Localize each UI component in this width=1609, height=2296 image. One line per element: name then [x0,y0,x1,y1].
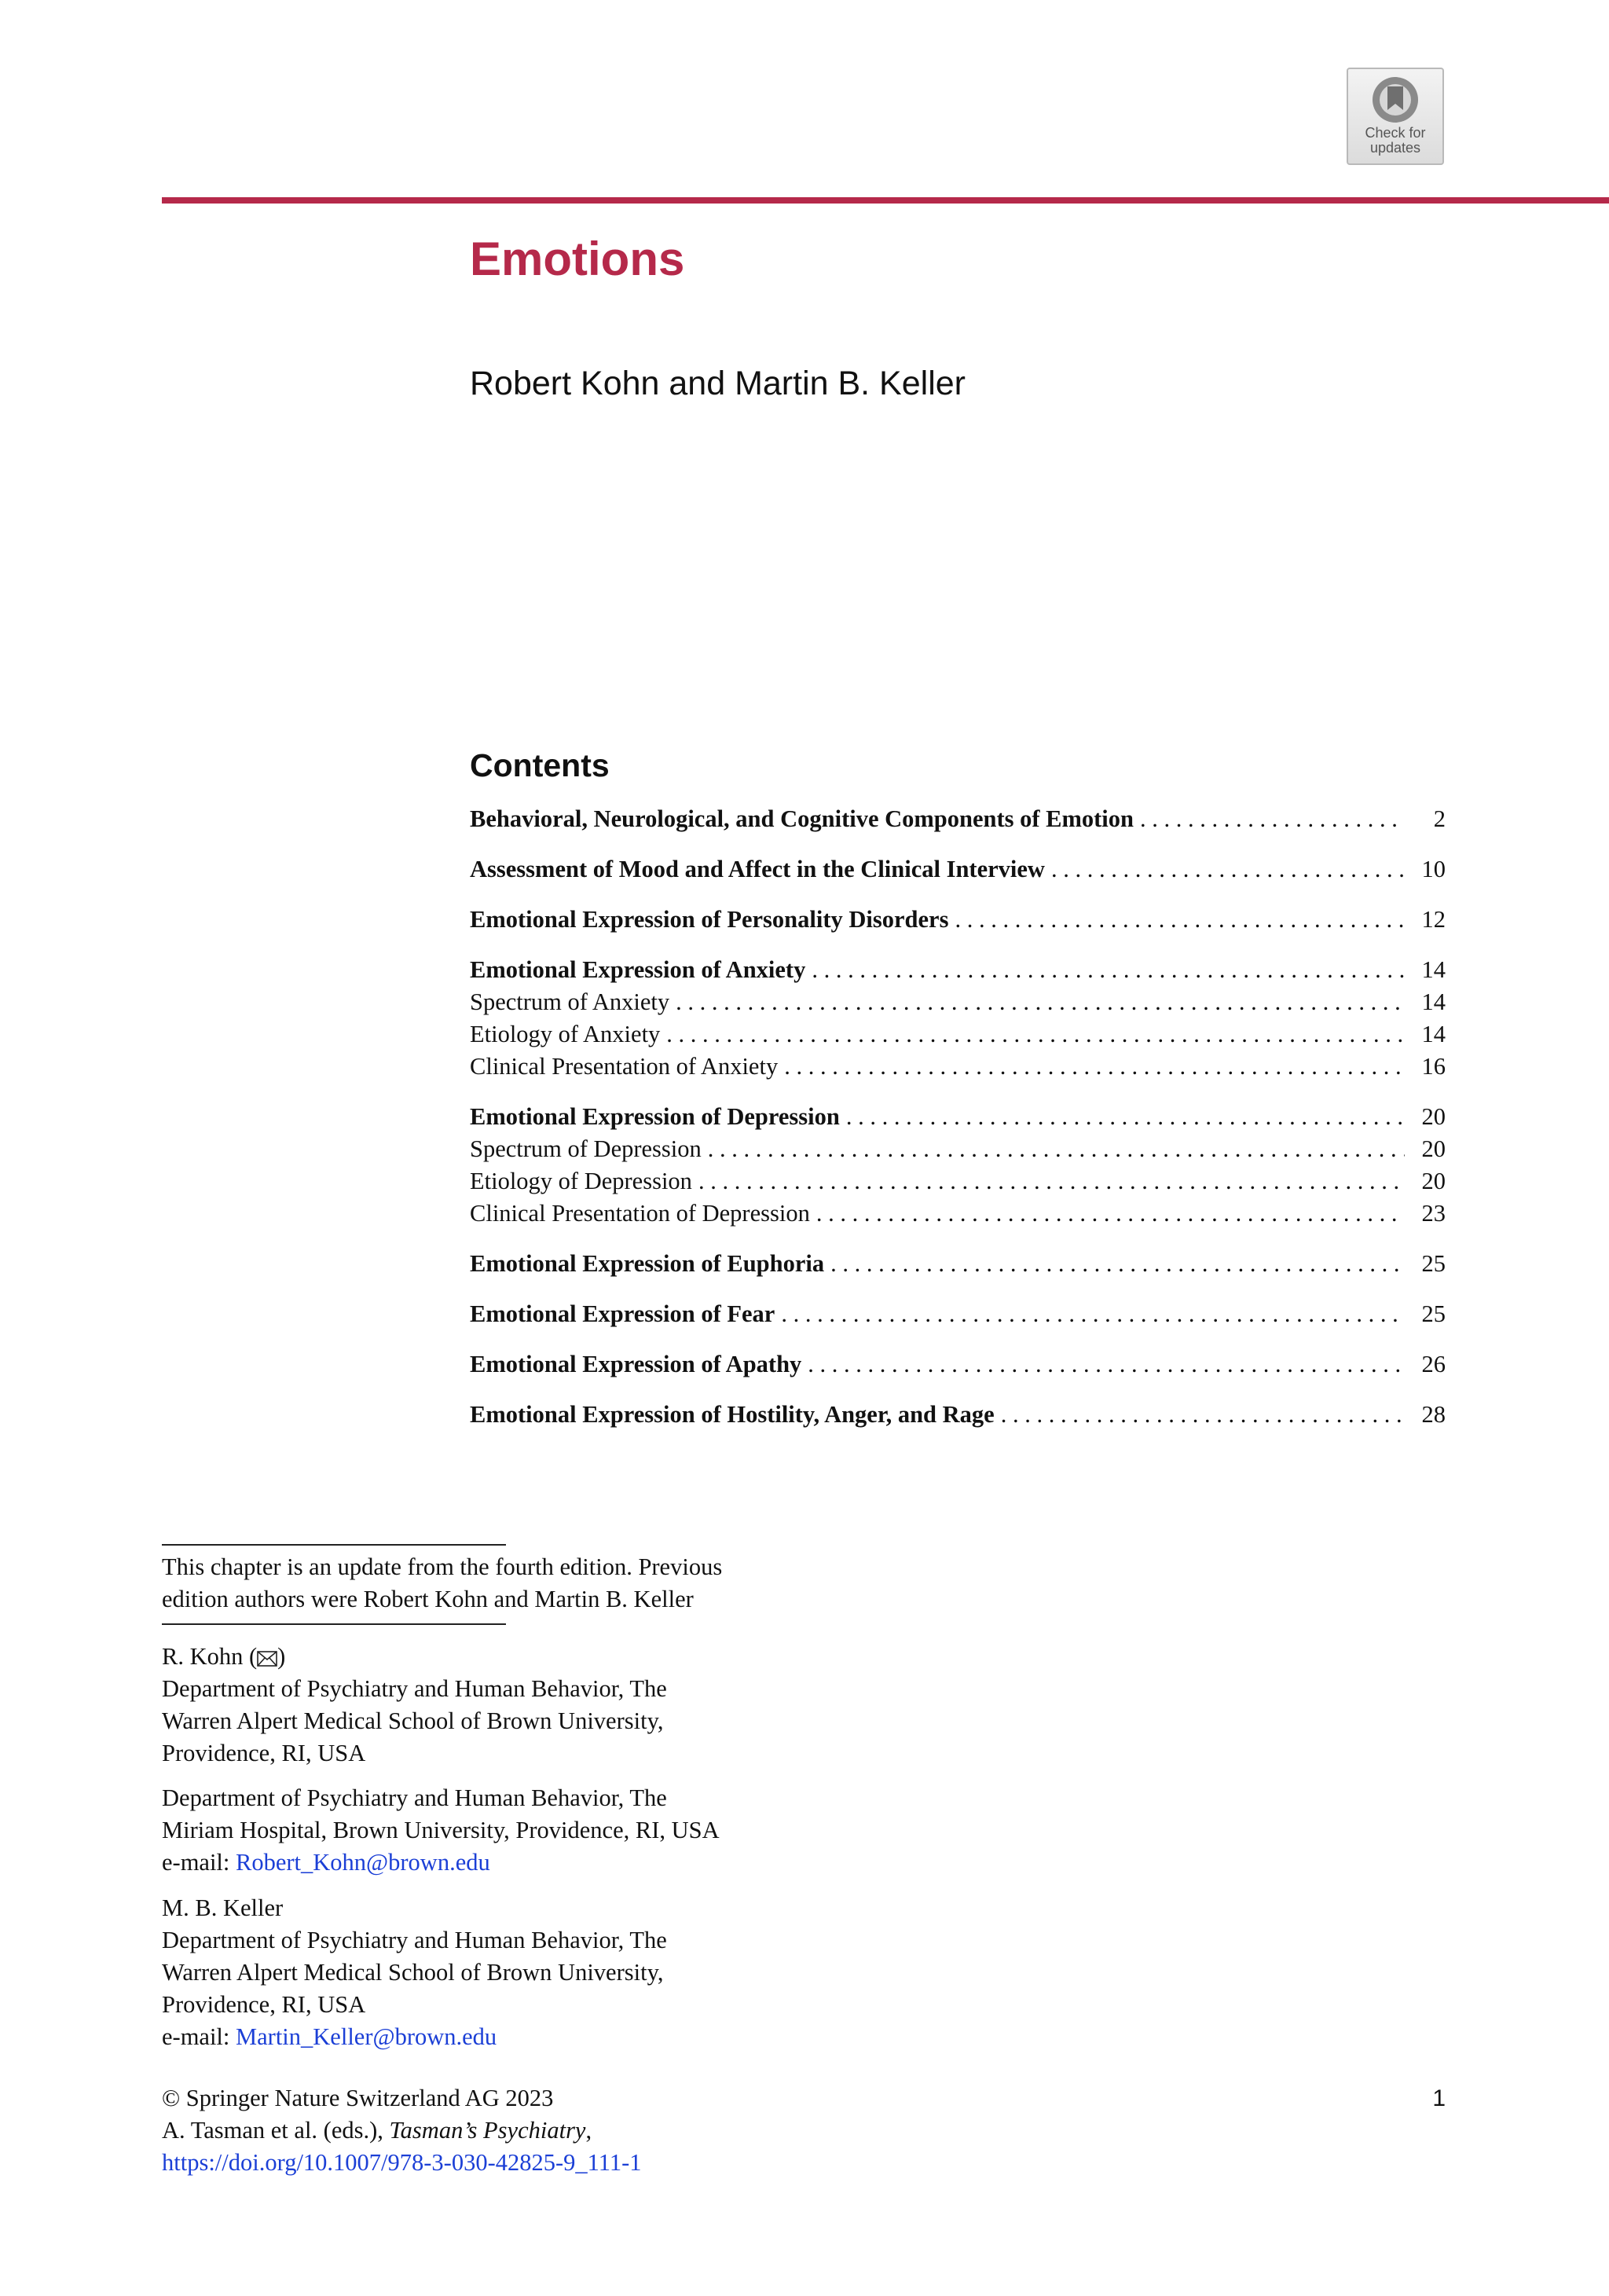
toc-leader-dots [698,1165,1405,1198]
badge-line-2: updates [1369,140,1421,156]
affiliation-line: Miriam Hospital, Brown University, Providence, RI, USA [162,1817,720,1843]
toc-entry-title: Emotional Expression of Personality Disorders [470,906,949,933]
footnote-rule-top [162,1544,506,1546]
toc-entry-page: 25 [1421,1250,1446,1277]
email-label: e-mail: [162,1849,236,1876]
toc-section-entry[interactable] [470,1348,1446,1381]
toc-entry-title: Emotional Expression of Anxiety [470,956,806,983]
toc-entry-page: 16 [1421,1053,1446,1080]
toc-entry-title: Etiology of Anxiety [470,1021,661,1047]
kohn-name-line [162,1641,667,1673]
toc-subsection-entry[interactable] [470,1051,1446,1083]
affiliation-line: Department of Psychiatry and Human Behavior, The [162,1927,667,1953]
toc-entry-title: Etiology of Depression [470,1168,692,1194]
toc-leader-dots [781,1298,1405,1330]
keller-email-link[interactable]: Martin_Keller@brown.edu [236,2023,497,2050]
toc-subsection-entry[interactable] [470,1018,1446,1051]
kohn-email-link[interactable]: Robert_Kohn@brown.edu [236,1849,490,1876]
toc-entry-page: 20 [1421,1168,1446,1194]
email-label: e-mail: [162,2023,236,2050]
keller-email-line [162,2021,667,2053]
toc-entry-title: Clinical Presentation of Anxiety [470,1053,779,1080]
toc-subsection-entry[interactable] [470,1165,1446,1198]
toc-entry-page: 26 [1421,1351,1446,1377]
toc-entry-title: Emotional Expression of Fear [470,1300,775,1327]
toc-entry-page: 23 [1421,1200,1446,1227]
toc-group [470,1348,1446,1381]
toc-subsection-entry[interactable] [470,1133,1446,1165]
toc-section-entry[interactable] [470,1248,1446,1280]
toc-section-entry[interactable] [470,1399,1446,1431]
chapter-title: Emotions [470,233,685,285]
toc-group [470,803,1446,835]
toc-leader-dots [955,904,1405,936]
toc-section-entry[interactable] [470,803,1446,835]
toc-entry-title: Behavioral, Neurological, and Cognitive Components of Emotion [470,805,1134,832]
footnote-line: edition authors were Robert Kohn and Martin B. Keller [162,1586,694,1612]
toc-group [470,1101,1446,1230]
toc-entry-title: Assessment of Mood and Affect in the Clinical Interview [470,856,1045,882]
toc-entry-page: 25 [1421,1300,1446,1327]
toc-entry-title: Spectrum of Depression [470,1135,702,1162]
toc-subsection-entry[interactable] [470,1198,1446,1230]
toc-subsection-entry[interactable] [470,986,1446,1018]
doi-link[interactable]: https://doi.org/10.1007/978-3-030-42825-9_111-1 [162,2149,642,2176]
page-number: 1 [1432,2085,1446,2111]
copyright-block [162,2082,642,2179]
copyright-line: © Springer Nature Switzerland AG 2023 [162,2085,554,2111]
toc-entry-page: 20 [1421,1103,1446,1130]
affiliation-line: Providence, RI, USA [162,1991,366,2018]
toc-entry-title: Emotional Expression of Hostility, Anger, and Rage [470,1401,995,1428]
check-for-updates-badge[interactable] [1347,68,1444,165]
toc-entry-title: Clinical Presentation of Depression [470,1200,810,1227]
affiliation-line: Warren Alpert Medical School of Brown University, [162,1959,664,1986]
toc-leader-dots [830,1248,1405,1280]
toc-leader-dots [676,986,1405,1018]
toc-leader-dots [666,1018,1405,1051]
toc-group [470,1248,1446,1280]
toc-entry-title: Emotional Expression of Euphoria [470,1250,825,1277]
citation-editors: A. Tasman et al. (eds.), [162,2117,390,2144]
toc-entry-page: 14 [1421,956,1446,983]
toc-entry-page: 2 [1433,805,1446,832]
toc-group [470,1298,1446,1330]
toc-section-entry[interactable] [470,853,1446,886]
badge-line-1: Check for [1365,125,1426,141]
toc-leader-dots [708,1133,1405,1165]
toc-entry-title: Emotional Expression of Apathy [470,1351,802,1377]
toc-group [470,954,1446,1083]
toc-section-entry[interactable] [470,1101,1446,1133]
toc-section-entry[interactable] [470,954,1446,986]
toc-entry-page: 14 [1421,988,1446,1015]
affiliation-line: Providence, RI, USA [162,1740,366,1766]
toc-leader-dots [1051,853,1405,886]
toc-group [470,1399,1446,1431]
toc-leader-dots [1140,803,1405,835]
toc-group [470,904,1446,936]
toc-leader-dots [816,1198,1405,1230]
toc-leader-dots [1001,1399,1405,1431]
footnote-rule-bottom [162,1623,506,1625]
toc-entry-page: 10 [1421,856,1446,882]
citation-line [162,2114,642,2147]
title-rule [162,197,1609,204]
book-title: Tasman’s Psychiatry [389,2117,586,2144]
crossmark-icon [1367,75,1424,124]
toc-group [470,853,1446,886]
chapter-authors: Robert Kohn and Martin B. Keller [470,365,966,402]
toc-entry-page: 20 [1421,1135,1446,1162]
toc-section-entry[interactable] [470,904,1446,936]
toc-leader-dots [812,954,1405,986]
toc-section-entry[interactable] [470,1298,1446,1330]
footnote-line: This chapter is an update from the fourth edition. Previous [162,1553,723,1580]
toc-entry-page: 14 [1421,1021,1446,1047]
kohn-name-close: ) [277,1643,286,1670]
kohn-affiliation [162,1641,667,1770]
toc-entry-title: Emotional Expression of Depression [470,1103,840,1130]
keller-affiliation [162,1892,667,2053]
toc-leader-dots [846,1101,1405,1133]
affiliation-line: Department of Psychiatry and Human Behavior, The [162,1784,667,1811]
toc-entry-page: 28 [1421,1401,1446,1428]
toc-entry-title: Spectrum of Anxiety [470,988,670,1015]
keller-name: M. B. Keller [162,1894,284,1921]
update-footnote [162,1551,722,1616]
affiliation-line: Warren Alpert Medical School of Brown University, [162,1707,664,1734]
kohn-email-line [162,1847,720,1879]
affiliation-line: Department of Psychiatry and Human Behavior, The [162,1675,667,1702]
kohn-second-affiliation [162,1782,720,1879]
toc-leader-dots [808,1348,1405,1381]
toc-leader-dots [784,1051,1405,1083]
toc-entry-page: 12 [1421,906,1446,933]
envelope-icon[interactable] [257,1651,277,1667]
contents-heading: Contents [470,747,610,783]
kohn-name: R. Kohn ( [162,1643,258,1670]
table-of-contents [470,803,1446,1449]
citation-comma: , [585,2117,592,2144]
